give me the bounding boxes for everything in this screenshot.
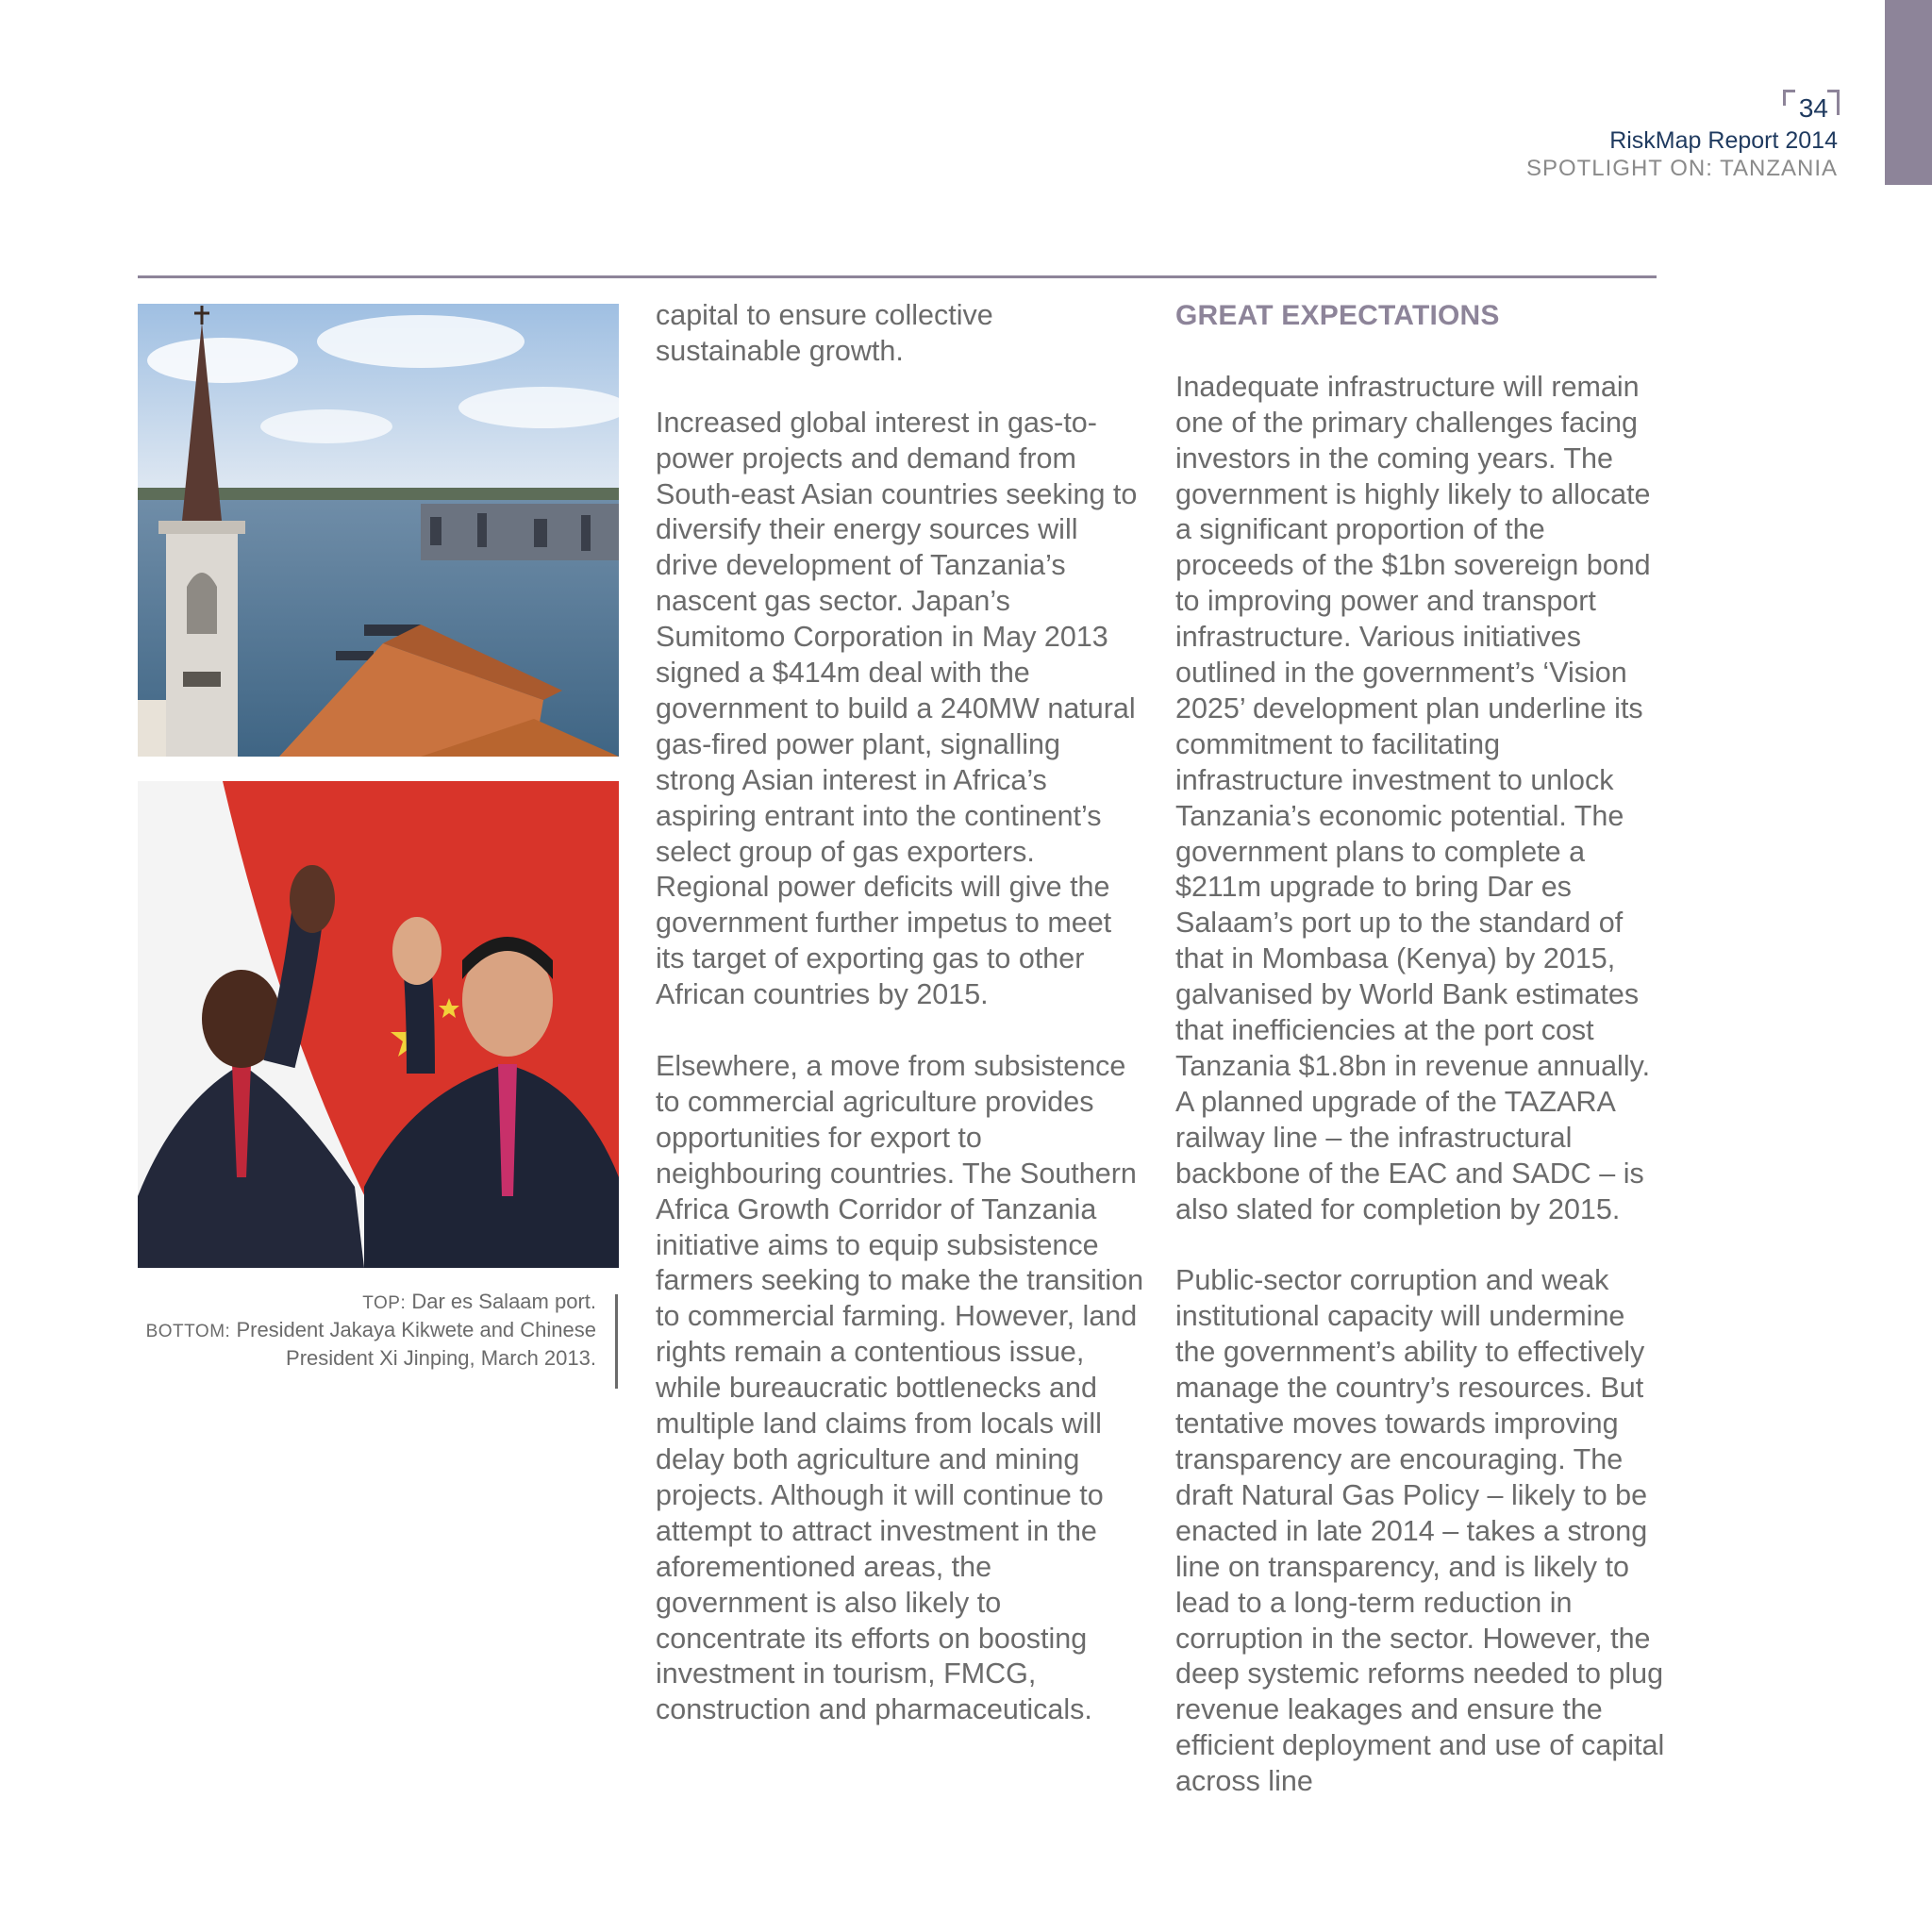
paragraph: capital to ensure collective sustainable growth.	[656, 299, 993, 367]
body-column-middle	[656, 298, 1146, 1764]
port-photo	[138, 304, 619, 757]
page-number: 34	[1798, 93, 1828, 123]
caption-bottom-label: BOTTOM:	[145, 1322, 231, 1341]
caption-bar	[615, 1294, 618, 1389]
paragraph: Inadequate infrastructure will remain one of the primary challenges facing investors in the coming years. The government is highly likely to allocate a significant proportion of the proceeds of the $1bn sovereign bond to improving power and transport infrastructure. Various initiatives outlined in the government’s ‘Vision 2025’ development plan underline its commitment to facilitating infrastructure investment to unlock Tanzania’s economic potential. The government plans to complete a $211m upgrade to bring Dar es Salaam’s port up to the standard of that in Mombasa (Kenya) by 2015, galvanised by World Bank estimates that inefficiencies at the port cost Tanzania $1.8bn in revenue annually. A planned upgrade of the TAZARA railway line – the infrastructural backbone of the EAC and SADC – is also slated for completion by 2015.	[1175, 370, 1651, 1225]
paragraph: Public-sector corruption and weak institutional capacity will undermine the government’s ability to effectively manage the country’s resources. But tentative moves towards improving transparency are encouraging. The draft Natural Gas Policy – likely to be enacted in late 2014 – takes a strong line on transparency, and is likely to lead to a long-term reduction in corruption in the sector. However, the deep systemic reforms needed to plug revenue leakages and ensure the efficient deployment and use of capital across line	[1175, 1264, 1665, 1798]
paragraph: Elsewhere, a move from subsistence to commercial agriculture provides opportunities for export to neighbouring countries. The Southern Africa Growth Corridor of Tanzania initiative aims to equip subsistence farmers seeking to make the transition to commercial farming. However, land rights remain a contentious issue, while bureaucratic bottlenecks and multiple land claims from locals will delay both agriculture and mining projects. Although it will continue to attempt to attract investment in the aforementioned areas, the government is also likely to concentrate its efforts on boosting investment in tourism, FMCG, construction and pharmaceuticals.	[656, 1050, 1144, 1726]
section-heading: GREAT EXPECTATIONS	[1175, 300, 1500, 331]
presidents-photo	[138, 781, 619, 1268]
page-number-bracket-right	[1827, 90, 1840, 115]
body-column-right	[1175, 298, 1666, 1836]
section-title: SPOTLIGHT ON: TANZANIA	[1525, 156, 1838, 181]
paragraph: Increased global interest in gas-to-power projects and demand from South-east Asian countries seeking to diversify their energy sources will drive development of Tanzania’s nascent gas sector. Japan’s Sumitomo Corporation in May 2013 signed a $414m deal with the government to build a 240MW natural gas-fired power plant, signalling strong Asian interest in Africa’s aspiring entrant into the continent’s select group of gas exporters. Regional power deficits will give the government further impetus to meet its target of exporting gas to other African countries by 2015.	[656, 406, 1138, 1011]
header-rule	[138, 275, 1657, 278]
report-title: RiskMap Report 2014	[1609, 127, 1838, 154]
caption-top-text: Dar es Salaam port.	[411, 1290, 596, 1313]
page-number-box	[1783, 90, 1840, 124]
caption-top-label: TOP:	[362, 1293, 407, 1313]
photo-caption	[138, 1289, 596, 1372]
caption-bottom-text: President Jakaya Kikwete and Chinese President Xi Jinping, March 2013.	[236, 1318, 596, 1370]
section-side-tab	[1885, 0, 1932, 185]
page-number-bracket-left	[1783, 90, 1795, 106]
